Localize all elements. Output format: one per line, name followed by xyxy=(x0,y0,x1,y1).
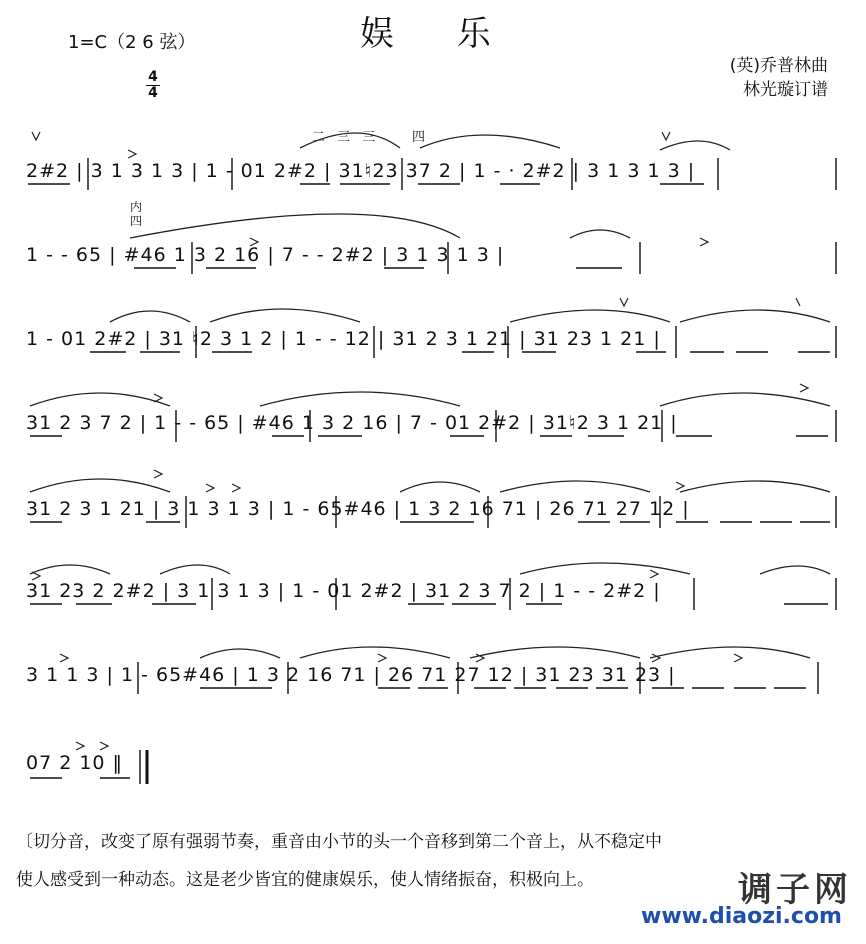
piece-title: 娱 乐 xyxy=(360,14,517,54)
notes-line-2: 使人感受到一种动态。这是老少皆宜的健康娱乐，使人情绪振奋，积极向上。 xyxy=(16,870,594,890)
slur xyxy=(660,141,730,150)
slur xyxy=(680,481,830,492)
slur xyxy=(520,563,690,574)
score-row-2: 1 - - 65 | #46 1 3 2 16 | 7 - - 2#2 | 3 1 3 1 3 | xyxy=(26,244,505,266)
slur xyxy=(30,565,110,574)
slur xyxy=(570,230,630,238)
score-row-5: 31 2 3 1 21 | 3 1 3 1 3 | 1 - 65#46 | 1 3 2 16 71 | 26 71 27 12 | xyxy=(26,498,690,520)
meter-bottom: 4 xyxy=(146,85,160,101)
slur xyxy=(210,309,360,322)
notes-line-1: 〔切分音，改变了原有强弱节奏，重音由小节的头一个音移到第二个音上，从不稳定中 xyxy=(16,832,662,852)
score-row-7: 3 1 1 3 | 1 - 65#46 | 1 3 2 16 71 | 26 71 27 12 | 31 23 31 23 | xyxy=(26,664,676,686)
slur xyxy=(260,392,460,406)
slur xyxy=(30,479,170,492)
score-row-4: 31 2 3 7 2 | 1 - - 65 | #46 1 3 2 16 | 7 - 01 2#2 | 31♮2 3 1 21 | xyxy=(26,412,678,434)
fingering-mark: 二 三 三 xyxy=(312,130,380,145)
score-row-1: 2#2 | 3 1 3 1 3 | 1 - 01 2#2 | 31♮23 37 2 | 1 - · 2#2 | 3 1 3 1 3 | xyxy=(26,160,696,182)
performance-notes xyxy=(16,823,858,899)
slur xyxy=(680,310,830,322)
slur xyxy=(200,649,280,658)
score-row-3: 1 - 01 2#2 | 31 ♮2 3 1 2 | 1 - - 12 | 31 2 3 1 21 | 31 23 1 21 | xyxy=(26,328,661,350)
slur xyxy=(760,566,830,574)
watermark-url: www.diaozi.com xyxy=(641,904,842,929)
fingering-mark: 内 xyxy=(130,200,143,214)
arranger: 林光璇订谱 xyxy=(743,80,828,100)
meter-top: 4 xyxy=(148,69,158,85)
slur xyxy=(110,311,190,322)
slur xyxy=(160,565,230,574)
time-signature xyxy=(146,70,160,101)
score-row-6: 31 23 2 2#2 | 3 1 3 1 3 | 1 - 01 2#2 | 31 2 3 7 2 | 1 - - 2#2 | xyxy=(26,580,661,602)
slur xyxy=(650,647,810,658)
slur xyxy=(660,393,830,406)
slur xyxy=(510,310,670,322)
slur xyxy=(30,393,170,406)
slur xyxy=(420,135,560,148)
fingering-mark: 四 xyxy=(412,130,426,145)
credits xyxy=(730,54,828,102)
watermark-logo: 调子网 xyxy=(738,870,852,910)
fingering-mark: 四 xyxy=(130,214,143,228)
score-row-8: 07 2 10 ‖ xyxy=(26,752,124,774)
slur xyxy=(470,647,640,658)
slur xyxy=(400,482,480,492)
slur xyxy=(130,214,460,238)
composer: (英)乔普林曲 xyxy=(729,56,828,76)
key-signature: 1=C（2 6 弦） xyxy=(68,32,196,53)
slur xyxy=(300,647,450,658)
slur xyxy=(500,481,650,492)
